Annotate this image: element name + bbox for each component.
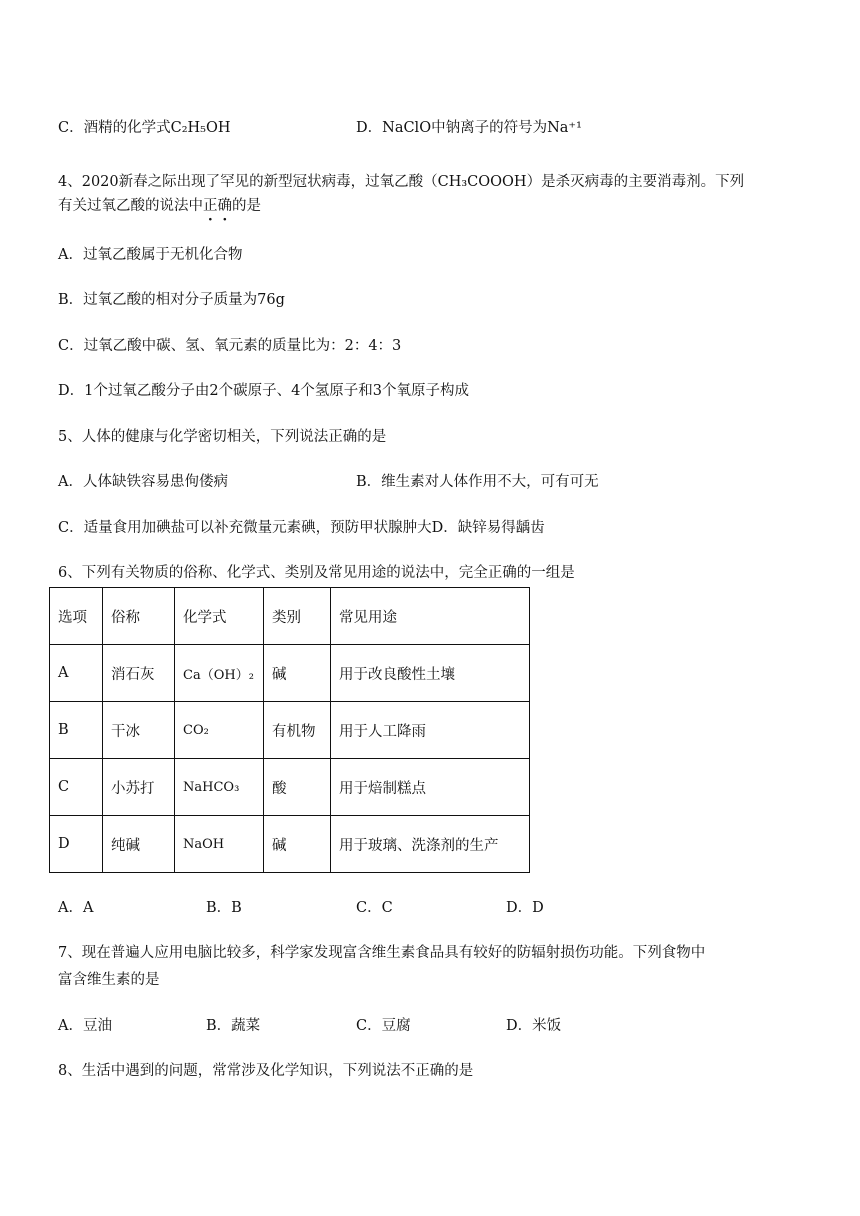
q6-table	[49, 587, 530, 873]
table-header-row	[50, 588, 530, 645]
q3-option-c	[58, 118, 231, 138]
q3-option-c-formula: C₂H₅OH	[170, 120, 231, 136]
q5-option-a: A．人体缺铁容易患佝偻病	[58, 474, 228, 490]
table-cell: 碱	[264, 645, 331, 702]
table-cell: 有机物	[264, 702, 331, 759]
table-cell: 碱	[264, 816, 331, 873]
q4-stem-line2	[58, 196, 261, 216]
q5-stem: 5、人体的健康与化学密切相关，下列说法正确的是	[58, 429, 387, 445]
table-row	[50, 702, 530, 759]
table-cell: 小苏打	[103, 759, 175, 816]
q4-stem-pre: 有关过氧乙酸的说法中	[58, 198, 203, 214]
q4-stem-line1: 4、2020新春之际出现了罕见的新型冠状病毒，过氧乙酸（CH₃COOOH）是杀灭病毒的主要消毒剂。下列	[58, 174, 745, 190]
q4-option-d: D．1个过氧乙酸分子由2个碳原子、4个氢原子和3个氧原子构成	[58, 383, 470, 399]
table-cell: 酸	[264, 759, 331, 816]
q6-option-a: A．A	[58, 900, 94, 916]
q3-option-c-text: C．酒精的化学式	[58, 120, 171, 136]
table-cell: 纯碱	[103, 816, 175, 873]
table-cell: CO₂	[175, 702, 264, 759]
q3-option-d-text: D．NaClO中钠离子的符号为	[356, 120, 548, 136]
table-cell: 干冰	[103, 702, 175, 759]
table-cell: C	[50, 759, 103, 816]
table-header: 常见用途	[331, 588, 530, 645]
q3-option-d-symbol: Na⁺¹	[547, 120, 582, 136]
q6-option-b: B．B	[206, 900, 242, 916]
q5-option-b: B．维生素对人体作用不大，可有可无	[356, 474, 599, 490]
q7-option-c: C．豆腐	[356, 1018, 411, 1034]
table-cell: D	[50, 816, 103, 873]
q4-stem-post: 的是	[232, 198, 261, 214]
q7-stem-line2: 富含维生素的是	[58, 972, 160, 988]
table-cell: 用于玻璃、洗涤剂的生产	[331, 816, 530, 873]
q3-option-d	[356, 118, 582, 138]
table-header: 俗称	[103, 588, 175, 645]
q6-stem: 6、下列有关物质的俗称、化学式、类别及常见用途的说法中，完全正确的一组是	[58, 565, 575, 581]
q4-emphasis-1: 正	[203, 198, 218, 214]
table-cell: A	[50, 645, 103, 702]
table-row	[50, 645, 530, 702]
table-cell: 消石灰	[103, 645, 175, 702]
table-cell: NaOH	[175, 816, 264, 873]
table-cell: 用于改良酸性土壤	[331, 645, 530, 702]
table-header: 选项	[50, 588, 103, 645]
table-cell: Ca（OH）₂	[175, 645, 264, 702]
q7-stem-line1: 7、现在普遍人应用电脑比较多，科学家发现富含维生素食品具有较好的防辐射损伤功能。下列食物中	[58, 945, 706, 961]
table-cell: 用于人工降雨	[331, 702, 530, 759]
table-row	[50, 759, 530, 816]
q7-option-d: D．米饭	[506, 1018, 562, 1034]
table-header: 化学式	[175, 588, 264, 645]
q6-option-d: D．D	[506, 900, 544, 916]
q5-option-cd: C．适量食用加碘盐可以补充微量元素碘，预防甲状腺肿大D．缺锌易得龋齿	[58, 520, 545, 536]
q4-option-c: C．过氧乙酸中碳、氢、氧元素的质量比为：2：4：3	[58, 338, 402, 354]
q7-option-b: B．蔬菜	[206, 1018, 261, 1034]
table-header: 类别	[264, 588, 331, 645]
table-cell: NaHCO₃	[175, 759, 264, 816]
table-cell: B	[50, 702, 103, 759]
q4-option-b: B．过氧乙酸的相对分子质量为76g	[58, 292, 285, 308]
table-row	[50, 816, 530, 873]
q6-option-c: C．C	[356, 900, 393, 916]
q4-emphasis-2: 确	[217, 198, 232, 214]
q4-option-a: A．过氧乙酸属于无机化合物	[58, 247, 243, 263]
q7-option-a: A．豆油	[58, 1018, 112, 1034]
q8-stem: 8、生活中遇到的问题，常常涉及化学知识，下列说法不正确的是	[58, 1063, 474, 1079]
table-cell: 用于焙制糕点	[331, 759, 530, 816]
